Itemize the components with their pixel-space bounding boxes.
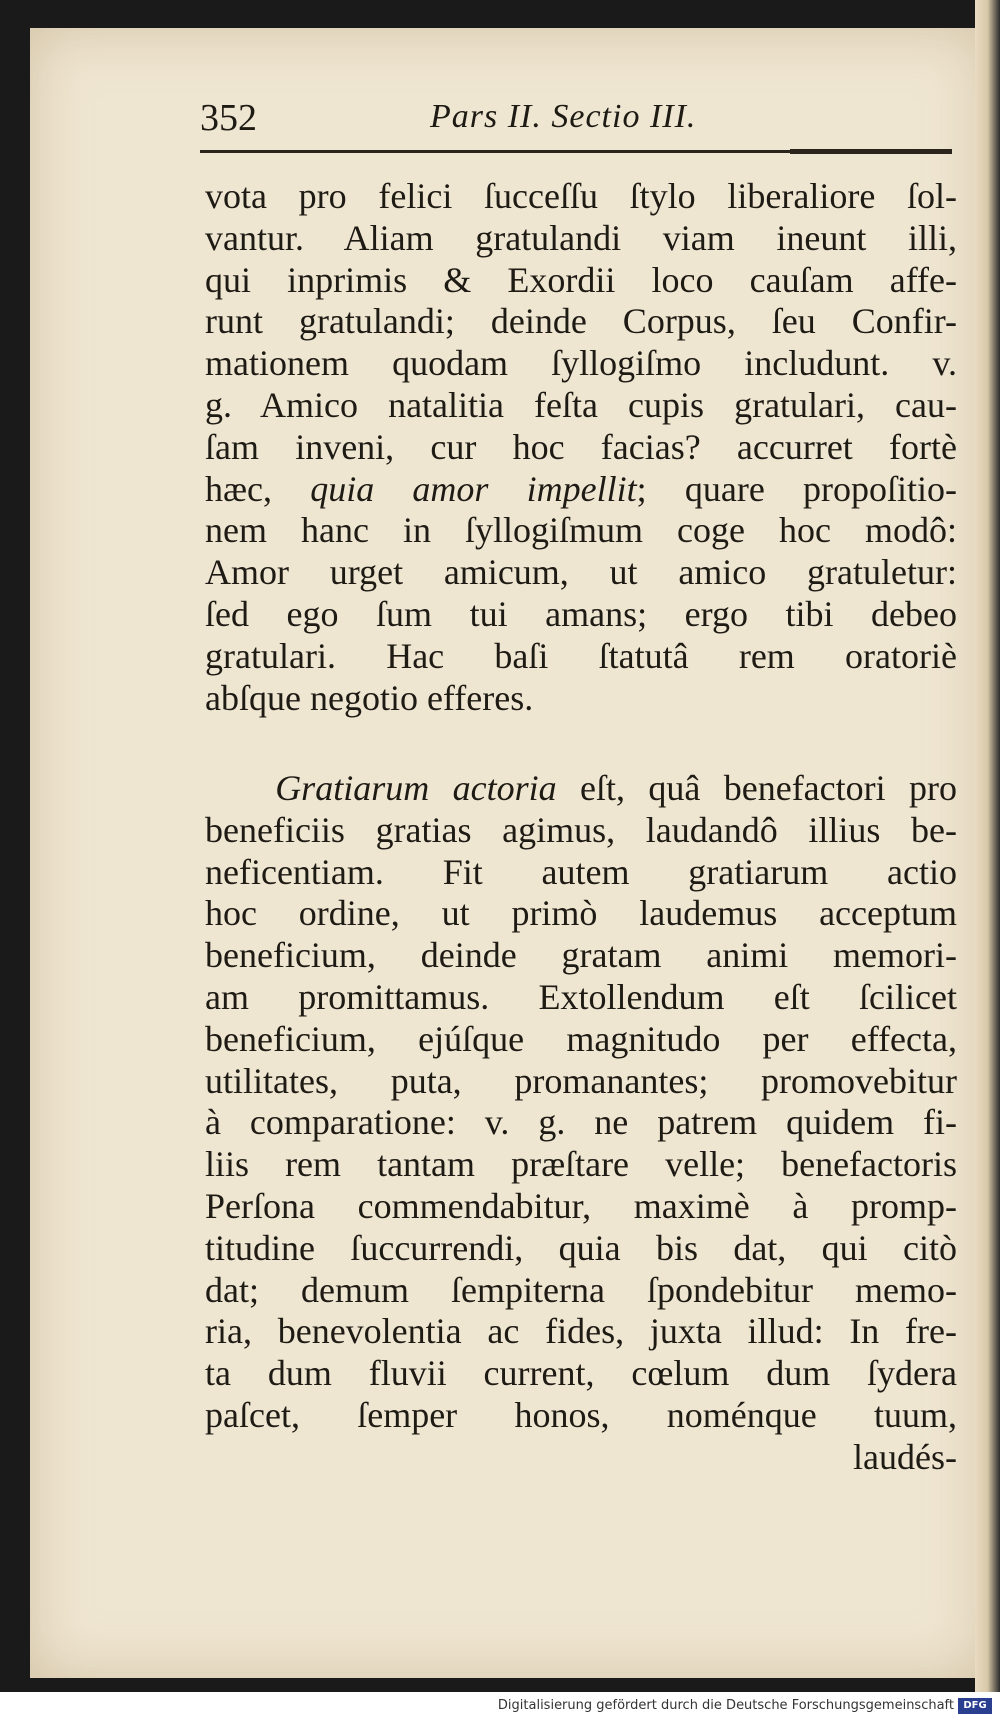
text-line: vantur. Aliam gratulandi viam ineunt illi, <box>205 217 957 258</box>
text-line: mationem quodam ſyllogiſmo includunt. v. <box>205 343 957 384</box>
text-line: paſcet, ſemper honos, noménque tuum, <box>205 1394 957 1435</box>
text-line: am promittamus. Extollendum eſt ſcilicet <box>205 976 957 1017</box>
text-line: ria, benevolentia ac fides, juxta illud: In fre- <box>205 1311 957 1352</box>
italic-phrase: quia amor impellit <box>310 468 637 509</box>
text-line: liis rem tantam præſtare velle; benefactoris <box>205 1144 957 1185</box>
text-line: gratulari. Hac baſi ſtatutâ rem oratoriè <box>205 635 957 676</box>
text-line: g. Amico natalitia feſta cupis gratulari, cau- <box>205 384 957 425</box>
dfg-logo: DFG <box>958 1698 992 1714</box>
text-line: ſed ego ſum tui amans; ergo tibi debeo <box>205 593 957 634</box>
text-line: vota pro felici ſucceſſu ſtylo liberaliore ſol- <box>205 176 957 216</box>
text-line: abſque negotio efferes. <box>205 677 534 718</box>
page-edge <box>975 0 1000 1700</box>
catchword: laudés- <box>853 1436 957 1477</box>
text-fragment: hæc, <box>205 468 272 509</box>
text-line: utilitates, puta, promanantes; promovebitur <box>205 1060 957 1101</box>
footer-credit: Digitalisierung gefördert durch die Deutsche Forschungsgemeinschaft <box>497 1698 954 1713</box>
page-header <box>200 96 960 146</box>
text-line: à comparatione: v. g. ne patrem quidem fi- <box>205 1102 957 1143</box>
text-line <box>205 469 957 511</box>
text-line: ta dum fluvii current, cœlum dum ſydera <box>205 1353 957 1394</box>
footer <box>0 1692 1000 1722</box>
text-line: runt gratulandi; deinde Corpus, ſeu Confir- <box>205 301 957 342</box>
text-line: hoc ordine, ut primò laudemus acceptum <box>205 893 957 934</box>
text-fragment: eſt, quâ benefactori pro <box>556 768 958 808</box>
text-line: ſam inveni, cur hoc facias? accurret fortè <box>205 426 957 467</box>
text-line: nem hanc in ſyllogiſmum coge hoc modô: <box>205 510 957 551</box>
text-fragment: ; quare propoſitio- <box>636 468 957 509</box>
text-line: Perſona commendabitur, maximè à promp- <box>205 1185 957 1226</box>
text-line: dat; demum ſempiterna ſpondebitur memo- <box>205 1269 957 1310</box>
paragraph-2 <box>205 768 957 1479</box>
text-line: beneficium, ejúſque magnitudo per effecta, <box>205 1018 957 1059</box>
header-rule-thick <box>790 149 952 154</box>
text-line: beneficium, deinde gratam animi memori- <box>205 935 957 976</box>
text-line <box>205 768 957 810</box>
paragraph-1 <box>205 176 957 719</box>
italic-term: Gratiarum actoria <box>275 768 557 808</box>
text-line: Amor urget amicum, ut amico gratuletur: <box>205 552 957 593</box>
page-number: 352 <box>200 97 257 139</box>
text-line: beneficiis gratias agimus, laudandô illius be- <box>205 809 957 850</box>
text-line: neficentiam. Fit autem gratiarum actio <box>205 851 957 892</box>
running-head: Pars II. Sectio III. <box>430 98 697 135</box>
text-line: qui inprimis & Exordii loco cauſam affe- <box>205 259 957 300</box>
text-line: titudine ſuccurrendi, quia bis dat, qui citò <box>205 1227 957 1268</box>
